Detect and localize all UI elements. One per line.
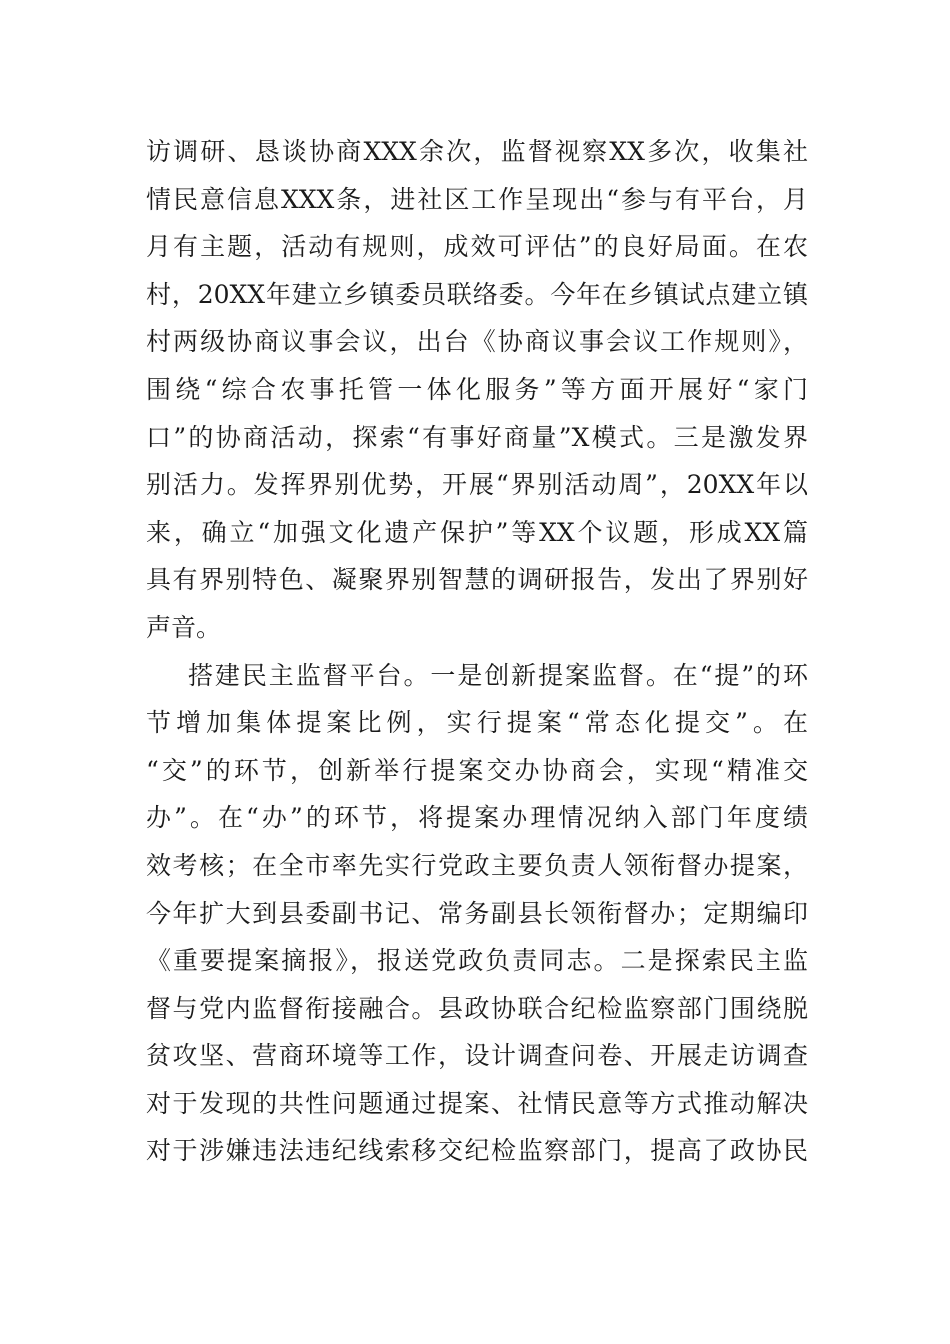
paragraph-2 <box>146 652 808 1176</box>
text-line: 搭建民主监督平台。一是创新提案监督。在“提”的环 <box>188 660 808 690</box>
text-line: 情民意信息XXX条，进社区工作呈现出“参与有平台，月 <box>146 184 808 214</box>
text-line: 具有界别特色、凝聚界别智慧的调研报告，发出了界别好 <box>146 565 808 595</box>
text-line: 口”的协商活动，探索“有事好商量”X模式。三是激发界 <box>146 422 808 452</box>
text-line: 节增加集体提案比例，实行提案“常态化提交”。在 <box>146 708 808 738</box>
text-line: 村，20XX年建立乡镇委员联络委。今年在乡镇试点建立镇 <box>146 279 808 309</box>
text-line: 办”。在“办”的环节，将提案办理情况纳入部门年度绩 <box>146 803 808 833</box>
text-line: 今年扩大到县委副书记、常务副县长领衔督办；定期编印 <box>146 898 808 928</box>
text-line: 督与党内监督衔接融合。县政协联合纪检监察部门围绕脱 <box>146 993 808 1023</box>
paragraph-1 <box>146 128 808 652</box>
text-line: 对于涉嫌违法违纪线索移交纪检监察部门，提高了政协民 <box>146 1136 808 1166</box>
text-line: 贫攻坚、营商环境等工作，设计调查问卷、开展走访调查 <box>146 1041 808 1071</box>
text-line: 对于发现的共性问题通过提案、社情民意等方式推动解决 <box>146 1088 808 1118</box>
text-line: 《重要提案摘报》，报送党政负责同志。二是探索民主监 <box>146 946 808 976</box>
text-line: 效考核；在全市率先实行党政主要负责人领衔督办提案， <box>146 850 808 880</box>
text-line: 月有主题，活动有规则，成效可评估”的良好局面。在农 <box>146 232 808 262</box>
text-line: 围绕“综合农事托管一体化服务”等方面开展好“家门 <box>146 374 808 404</box>
document-body <box>146 128 808 1175</box>
text-line: 村两级协商议事会议，出台《协商议事会议工作规则》， <box>146 327 808 357</box>
text-line: “交”的环节，创新举行提案交办协商会，实现“精准交 <box>146 755 808 785</box>
text-line: 声音。 <box>146 612 222 642</box>
text-line: 别活力。发挥界别优势，开展“界别活动周”，20XX年以 <box>146 470 808 500</box>
text-line: 访调研、恳谈协商XXX余次，监督视察XX多次，收集社 <box>146 137 808 166</box>
text-line: 来，确立“加强文化遗产保护”等XX个议题，形成XX篇 <box>146 517 808 547</box>
